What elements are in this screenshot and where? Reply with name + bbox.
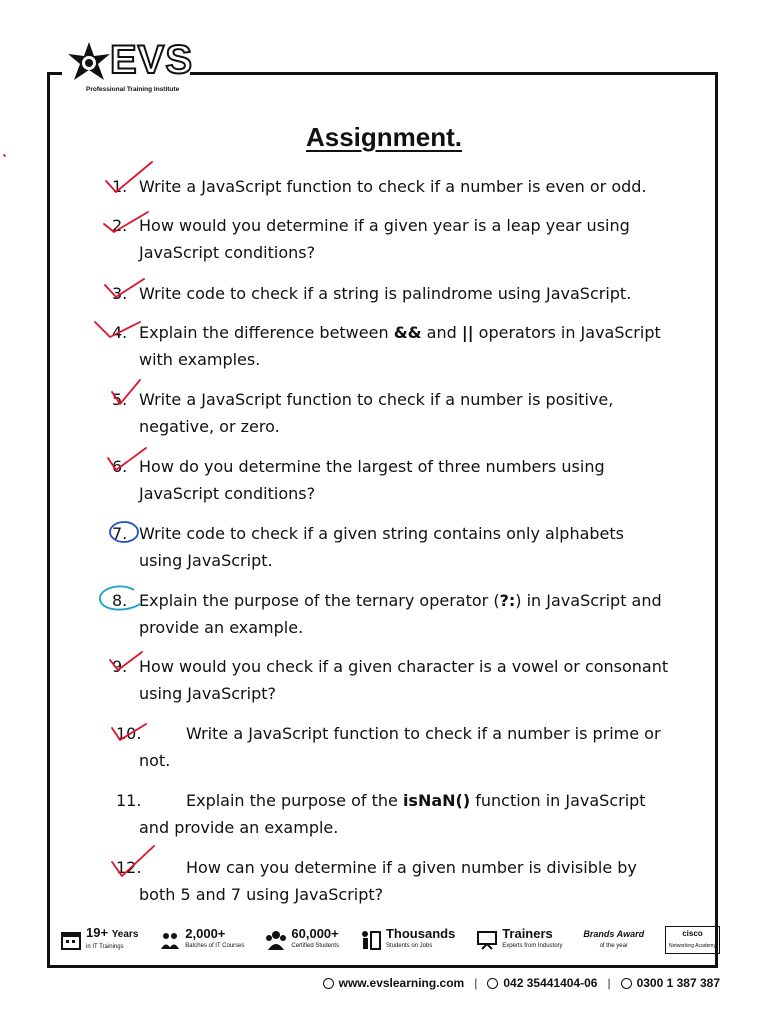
- badge-years: 19+ Years in IT Trainings: [60, 927, 138, 953]
- achievement-badges: [60, 925, 720, 955]
- group-icon: [159, 929, 181, 951]
- people-icon: [265, 929, 287, 951]
- question-item: 2. How would you determine if a given year is a leap year using JavaScript conditions?: [112, 216, 630, 262]
- question-item: 8. Explain the purpose of the ternary operator (?:) in JavaScript and provide an example.: [112, 591, 662, 637]
- whatsapp-number[interactable]: 0300 1 387 387: [621, 976, 720, 990]
- badge-jobs: Thousands Students on Jobs: [360, 928, 455, 952]
- question-item: 3. Write code to check if a string is palindrome using JavaScript.: [112, 284, 632, 303]
- whatsapp-icon: [621, 978, 632, 989]
- question-item: 4. Explain the difference between && and || operators in JavaScript with examples.: [112, 323, 661, 369]
- star-swirl-icon: [64, 40, 114, 86]
- question-item: 1. Write a JavaScript function to check if a number is even or odd.: [112, 177, 647, 196]
- logo-brand: EVS: [110, 38, 194, 82]
- person-building-icon: [360, 929, 382, 951]
- badge-trainers: Trainers Experts from Industory: [476, 928, 562, 952]
- phone-icon: [487, 978, 498, 989]
- stray-dot: [4, 155, 5, 156]
- question-item: 10. Write a JavaScript function to check if a number is prime or not.: [116, 724, 661, 770]
- question-item: 9. How would you check if a given character is a vowel or consonant using JavaScript?: [112, 657, 669, 703]
- calendar-icon: [60, 929, 82, 951]
- badge-students: 60,000+ Certified Students: [265, 928, 339, 952]
- website-link[interactable]: www.evslearning.com: [323, 976, 465, 990]
- question-item: 5. Write a JavaScript function to check if a number is positive, negative, or zero.: [112, 390, 614, 436]
- badge-brands-award: Brands Award of the year: [583, 929, 645, 949]
- contact-footer: www.evslearning.com | 042 35441404-06 | 0300 1 387 387: [323, 976, 720, 990]
- question-item: 12. How can you determine if a given number is divisible by both 5 and 7 using JavaScript?: [116, 858, 637, 904]
- phone-number[interactable]: 042 35441404-06: [487, 976, 597, 990]
- evs-logo: [62, 38, 194, 100]
- logo-tagline: Professional Training Institute: [86, 86, 180, 93]
- globe-icon: [323, 978, 334, 989]
- presentation-icon: [476, 929, 498, 951]
- question-item: 6. How do you determine the largest of three numbers using JavaScript conditions?: [112, 457, 605, 503]
- question-item: 7. Write code to check if a given string contains only alphabets using JavaScript.: [112, 524, 624, 570]
- question-item: 11. Explain the purpose of the isNaN() function in JavaScript and provide an example.: [116, 791, 646, 837]
- badge-cisco: cisco Networking Academy: [665, 926, 720, 954]
- page-title: Assignment.: [305, 122, 463, 152]
- badge-batches: 2,000+ Batches of IT Courses: [159, 928, 244, 952]
